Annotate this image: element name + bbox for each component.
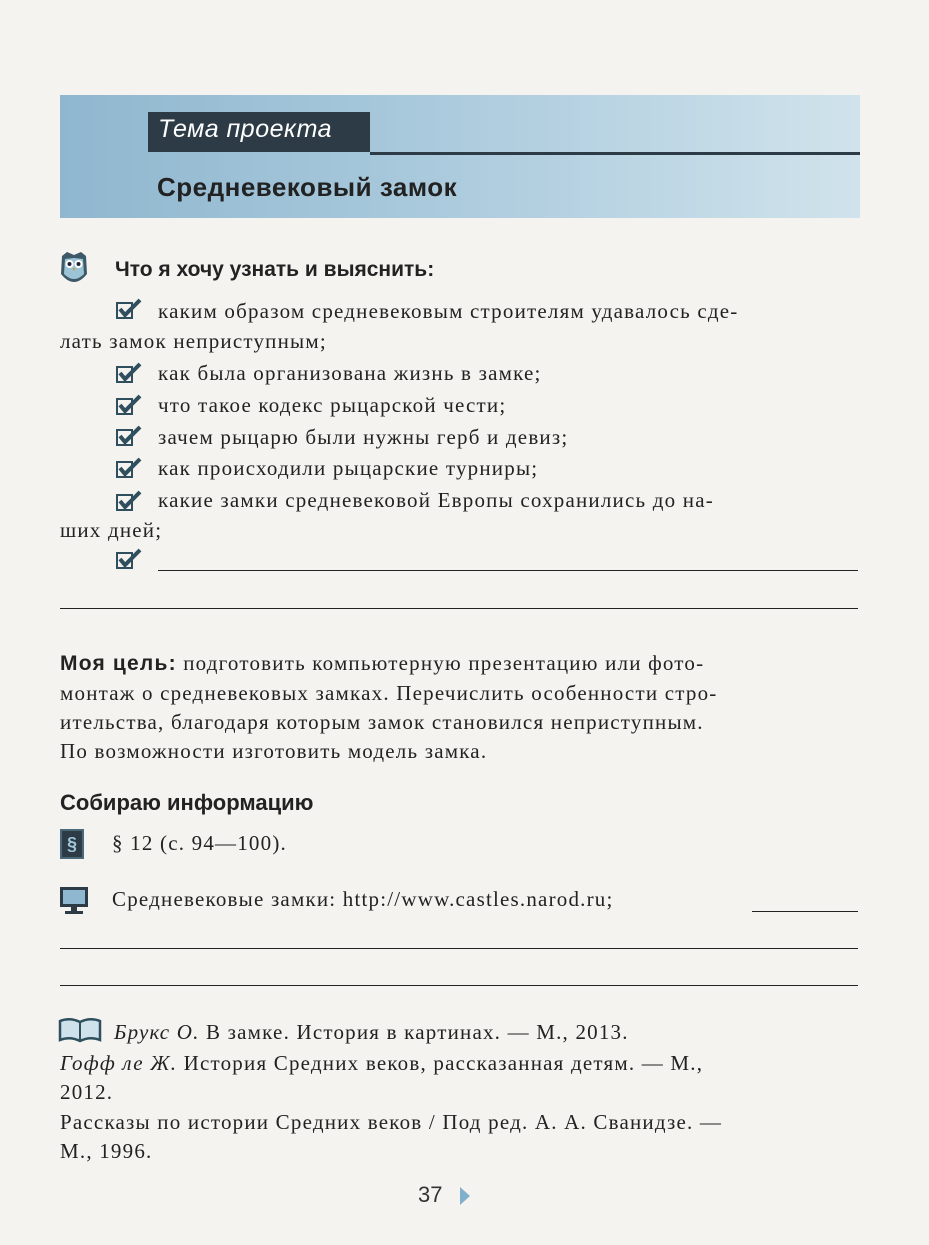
book-2-author: Гофф ле Ж. [60,1051,178,1075]
checkmark-icon [116,362,142,384]
book-icon [58,1017,102,1043]
want-item-2: как была организована жизнь в замке; [158,361,542,385]
goal-line-1 [60,648,704,679]
banner-tag: Тема проекта [158,115,333,143]
goal-label: Моя цель: [60,652,177,675]
book-3-line2: М., 1996. [60,1139,153,1163]
book-2-title: История Средних веков, рассказанная детям. — М., [183,1051,704,1075]
web-ref: Средневековые замки: http://www.castles.narod.ru; [112,887,614,911]
page-number: 37 [418,1182,443,1207]
checkmark-icon [116,394,142,416]
want-item-5: как происходили рыцарские турниры; [158,456,539,480]
want-item-6-line2: ших дней; [60,518,163,542]
book-1-title: В замке. История в картинах. — М., 2013. [206,1020,629,1044]
want-item-4: зачем рыцарю были нужны герб и девиз; [158,425,569,449]
checkmark-icon [116,490,142,512]
book-1-author: Брукс О. [114,1020,200,1044]
book-2-line2: 2012. [60,1080,114,1104]
goal-line-3: ительства, благодаря которым замок становился неприступным. [60,710,704,734]
checkmark-icon [116,457,142,479]
project-banner [60,95,860,218]
goal-line-2: монтаж о средневековых замках. Перечислить особенности стро- [60,681,718,705]
banner-rule [370,152,860,155]
want-item-6-line1: какие замки средневековой Европы сохранились до на- [158,488,714,512]
checkmark-icon [116,548,142,570]
arrow-right-icon[interactable] [458,1186,472,1206]
paragraph-ref: § 12 (с. 94—100). [112,831,287,855]
checkmark-icon [116,425,142,447]
goal-text: подготовить компьютерную презентацию или фото- [183,651,705,675]
blank-answer-line[interactable] [60,948,858,949]
book-3-line1: Рассказы по истории Средних веков / Под ред. А. А. Сванидзе. — [60,1110,723,1134]
blank-answer-line[interactable] [60,608,858,609]
checkmark-icon [116,298,142,320]
paragraph-icon: § [60,829,84,859]
blank-answer-line[interactable] [158,570,858,571]
book-2 [60,1048,703,1079]
info-heading: Собираю информацию [60,790,314,815]
want-heading: Что я хочу узнать и выяснить: [115,258,435,281]
book-1 [114,1017,629,1048]
want-item-1-line1: каким образом средневековым строителям удавалось сде- [158,299,739,323]
want-item-1-line2: лать замок неприступным; [60,329,327,353]
page-title: Средневековый замок [157,172,458,202]
owl-icon [58,250,90,288]
want-item-3: что такое кодекс рыцарской чести; [158,393,507,417]
blank-answer-line[interactable] [60,985,858,986]
computer-icon [58,885,90,915]
goal-line-4: По возможности изготовить модель замка. [60,739,488,763]
blank-answer-line[interactable] [752,911,858,912]
